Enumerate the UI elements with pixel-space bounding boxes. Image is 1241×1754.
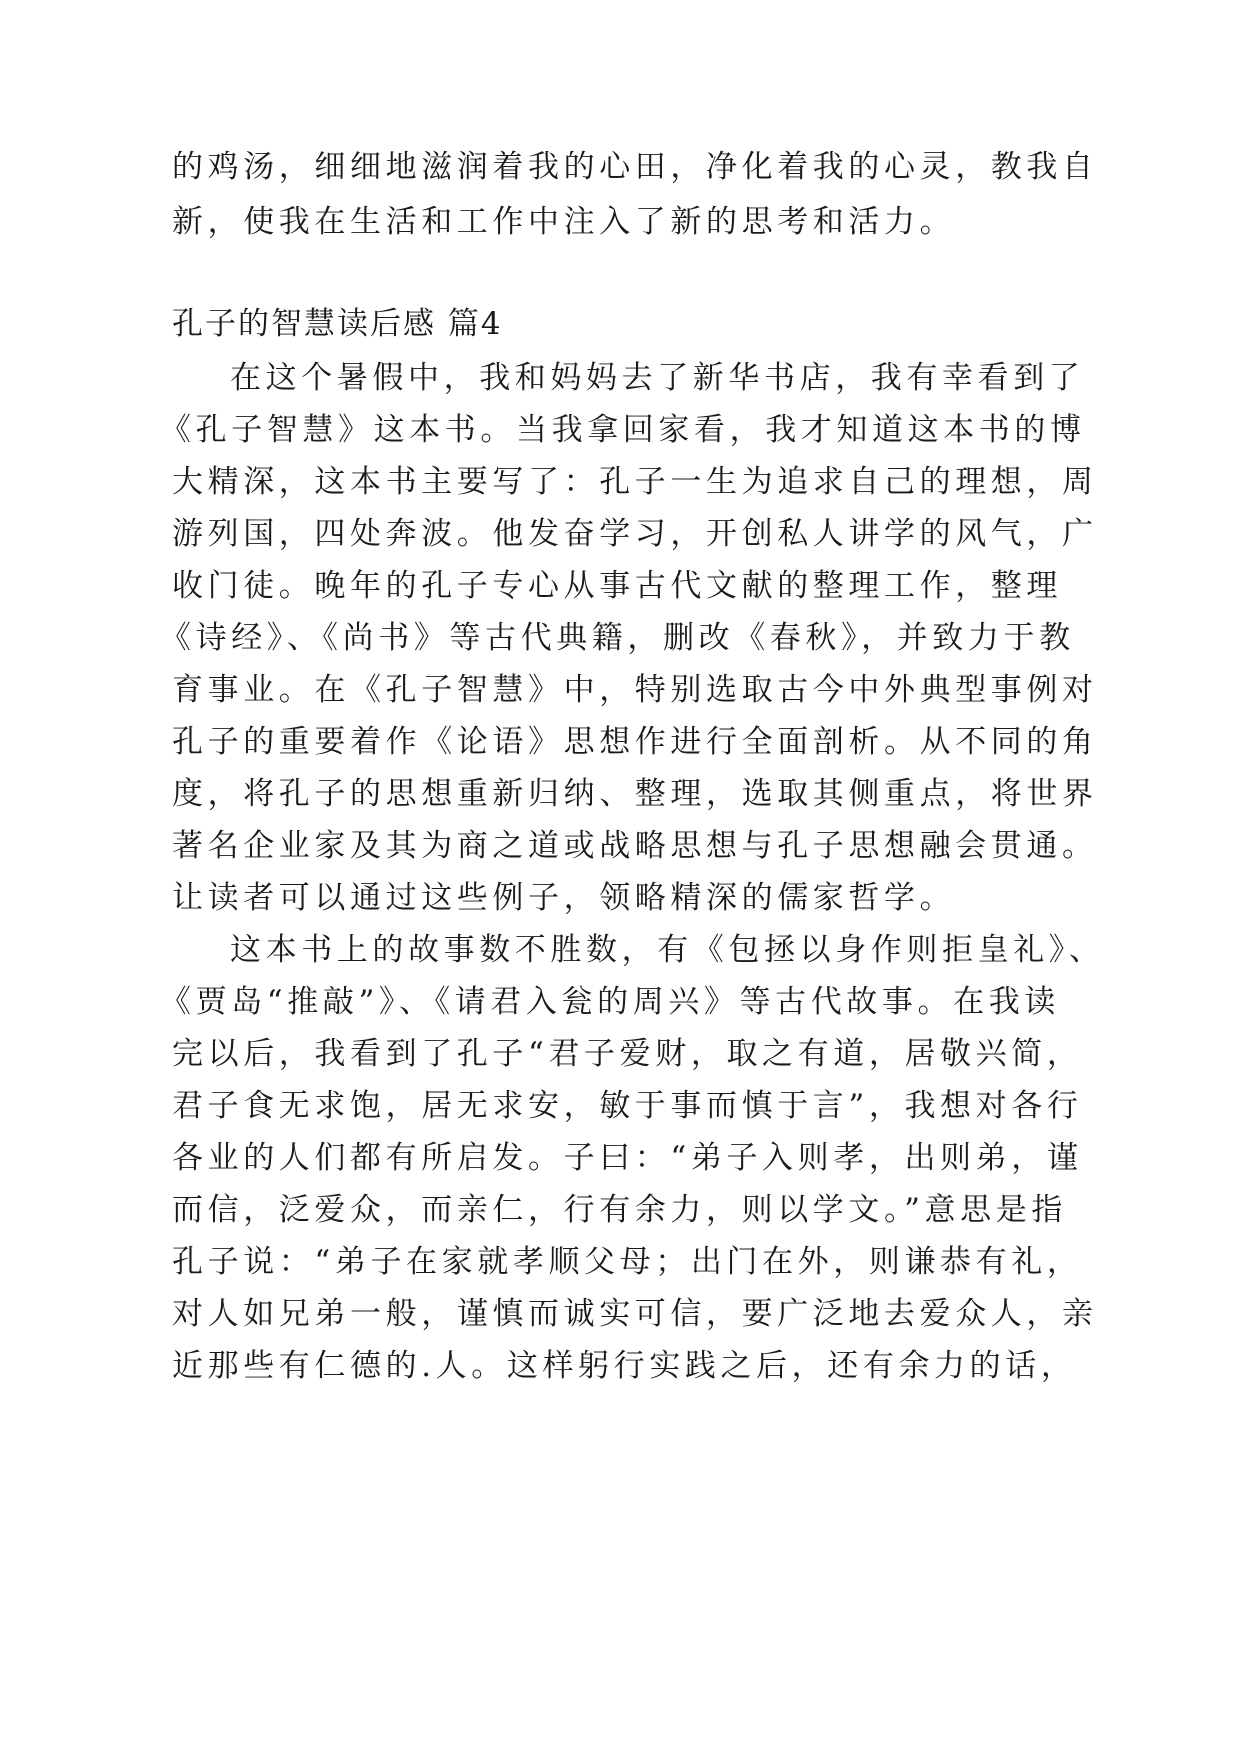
para2-line-2: 《贾岛“推敲”》、《请君入瓮的周兴》等古代故事。在我读 xyxy=(160,984,1060,1020)
para1-line-6: 《诗经》、《尚书》等古代典籍，删改《春秋》，并致力于教 xyxy=(160,620,1075,656)
para2-line-6: 而信，泛爱众，而亲仁，行有余力，则以学文。”意思是指 xyxy=(172,1192,1067,1228)
para2-line-9: 近那些有仁德的.人。这样躬行实践之后，还有余力的话， xyxy=(172,1348,1077,1384)
para1-line-4: 游列国，四处奔波。他发奋学习，开创私人讲学的风气，广 xyxy=(172,516,1098,552)
para1-line-2: 《孔子智慧》这本书。当我拿回家看，我才知道这本书的博 xyxy=(160,412,1086,448)
para1-line-3: 大精深，这本书主要写了：孔子一生为追求自己的理想，周 xyxy=(172,464,1098,500)
para2-line-4: 君子食无求饱，居无求安，敏于事而慎于言”，我想对各行 xyxy=(172,1088,1083,1124)
para1-line-10: 著名企业家及其为商之道或战略思想与孔子思想融会贯通。 xyxy=(172,828,1098,864)
para1-line-11: 让读者可以通过这些例子，领略精深的儒家哲学。 xyxy=(172,880,956,916)
para1-line-8: 孔子的重要着作《论语》思想作进行全面剖析。从不同的角 xyxy=(172,724,1098,760)
section-title: 孔子的智慧读后感 篇4 xyxy=(172,306,503,342)
para1-line-7: 育事业。在《孔子智慧》中，特别选取古今中外典型事例对 xyxy=(172,672,1098,708)
para2-line-3: 完以后，我看到了孔子“君子爱财，取之有道，居敬兴简， xyxy=(172,1036,1083,1072)
para2-line-7: 孔子说：“弟子在家就孝顺父母；出门在外，则谦恭有礼， xyxy=(172,1244,1083,1280)
para2-line-5: 各业的人们都有所启发。子曰：“弟子入则孝，出则弟，谨 xyxy=(172,1140,1083,1176)
para1-line-1: 在这个暑假中，我和妈妈去了新华书店，我有幸看到了 xyxy=(230,360,1085,396)
para2-line-1: 这本书上的故事数不胜数，有《包拯以身作则拒皇礼》、 xyxy=(230,932,1105,968)
intro-line-1: 的鸡汤，细细地滋润着我的心田，净化着我的心灵，教我自 xyxy=(172,149,1098,185)
para1-line-9: 度，将孔子的思想重新归纳、整理，选取其侧重点，将世界 xyxy=(172,776,1098,812)
para1-line-5: 收门徒。晚年的孔子专心从事古代文献的整理工作，整理 xyxy=(172,568,1062,604)
para2-line-8: 对人如兄弟一般，谨慎而诚实可信，要广泛地去爱众人，亲 xyxy=(172,1296,1098,1332)
intro-line-2: 新，使我在生活和工作中注入了新的思考和活力。 xyxy=(172,204,956,240)
